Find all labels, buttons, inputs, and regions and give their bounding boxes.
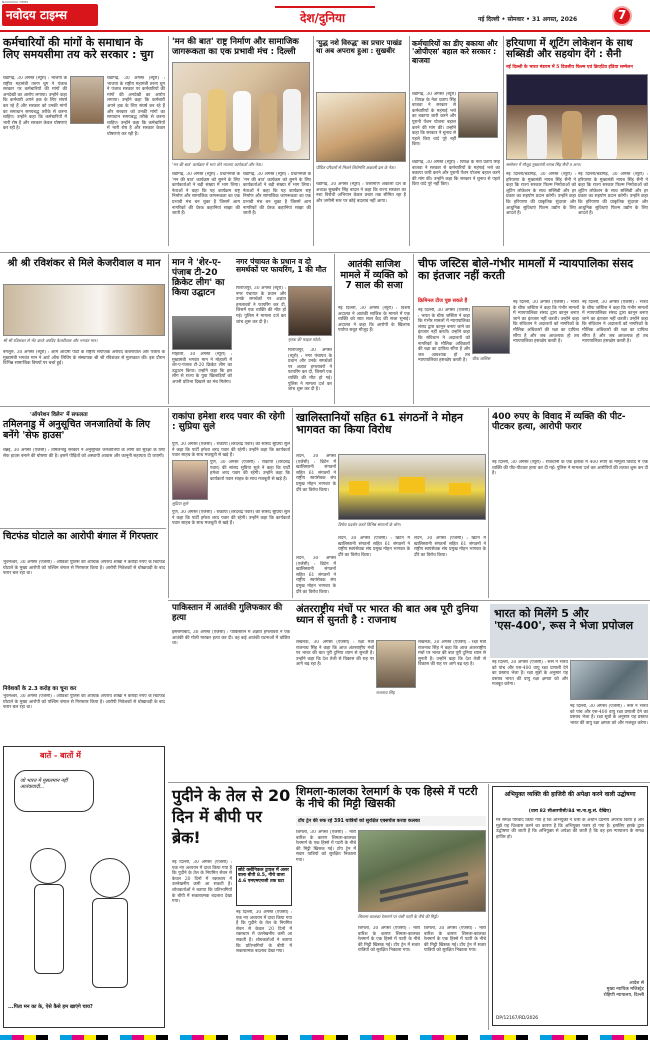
a6-body: बेंगलुरु, 30 अगस्त (ब्यूरो) : आम आदमी पार्टी के राष्ट्रीय संयोजक अरविंद केजरीवाल और पंजाब के मुख्यमंत्री भगवंत मान ने आर्ट ऑफ लिविंग के संस्थापक श्री श्री रविशंकर से मुलाकात की। इस दौरान विभिन्न सामाजिक विषयों पर चर्चा हुई। bbox=[3, 350, 165, 367]
a5-body-col2: नई दिल्ली/चंडीगढ़, 30 अगस्त (ब्यूरो) : हरियाणा के मुख्यमंत्री नायब सिंह सैनी ने कहा कि राज्य सरकार फिल्म निर्माताओं को शूटिंग लोकेशन के साथ सब्सिडी और हर प्रकार का सहयोग प्रदान करेगी। उन्होंने कहा कि हरियाणा की प्राकृतिक सुंदरता और आधुनिक सुविधाएं फिल्म उद्योग के लिए आदर्श हैं। bbox=[578, 172, 648, 217]
a5-subhead: नई दिल्ली के भारत मंडपम में 5 दिवसीय फिल्म एवं क्रिएटिव इंडिया सम्मेलन bbox=[506, 65, 633, 70]
a3-body: चंडीगढ़, 30 अगस्त (ब्यूरो) : शिरोमणि अकाली दल के अध्यक्ष सुखबीर सिंह बादल ने कहा कि राज्य सरकार का नशा विरोधी अभियान केवल प्रचार तक सीमित रहा है और जमीनी स्तर पर कोई बदलाव नहीं आया। bbox=[316, 182, 406, 204]
a13-headline: राकांपा हमेशा शरद पवार की रहेगी : सुप्रिया सुले bbox=[172, 412, 285, 433]
a19-headline: अंतरराष्ट्रीय मंचों पर भारत की बात अब पूरी दुनिया ध्यान से सुनती है : राजनाथ bbox=[296, 604, 479, 627]
section-title: देश/दुनिया bbox=[300, 11, 346, 25]
a21-body: नई दिल्ली, 30 अगस्त (एजेंसी) : एक नए अध्ययन में दावा किया गया है कि पुदीने के तेल के नियमित सेवन से केवल 20 दिनों में रक्तचाप में उल्लेखनीय कमी आ सकती है। शोधकर्ताओं ने बताया कि प्रतिभागियों के बीपी में सकारात्मक बदलाव देखा गया। bbox=[172, 860, 232, 905]
divider bbox=[168, 408, 169, 598]
a5-headline: हरियाणा में शूटिंग लोकेशन के साथ सब्सिडी और सहयोग देंगे : सैनी bbox=[506, 38, 633, 61]
a13-caption: सुप्रिया सुले bbox=[172, 501, 189, 506]
divider bbox=[168, 254, 169, 404]
divider bbox=[168, 36, 169, 246]
a1-photo-person bbox=[70, 76, 104, 124]
notice-subtitle: (धारा 82 सीआरपीसी/84 भा.ना.सु.सं. देखिए) bbox=[528, 809, 612, 814]
notice-code: DP/12167/RD/2026 bbox=[496, 1016, 539, 1021]
brand-small: NAVODAYA TIMES bbox=[2, 0, 29, 4]
a16-headline: 400 रुपए के विवाद में व्यक्ति की पीट-पीटकर हत्या, आरोपी फरार bbox=[492, 412, 626, 433]
a10-kicker: क्रिमिनल टीज पूछ सकते हैं bbox=[418, 298, 468, 304]
notice-footer: आदेश से मुख्य न्यायिक मजिस्ट्रेट रोहिणी न्यायालय, दिल्ली bbox=[603, 981, 644, 998]
a2-photo-group bbox=[172, 62, 310, 160]
cartoon-title: बातें - बातों में bbox=[40, 751, 81, 760]
a5-body: नई दिल्ली/चंडीगढ़, 30 अगस्त (ब्यूरो) : हरियाणा के मुख्यमंत्री नायब सिंह सैनी ने कहा कि राज्य सरकार फिल्म निर्माताओं को शूटिंग लोकेशन के साथ सब्सिडी और हर प्रकार का सहयोग प्रदान करेगी। उन्होंने कहा कि हरियाणा की प्राकृतिक सुंदरता और आधुनिक सुविधाएं फिल्म उद्योग के लिए आदर्श हैं। bbox=[506, 172, 576, 217]
divider bbox=[0, 406, 650, 407]
a10-body-col3: नई दिल्ली, 30 अगस्त (एजेंसी) : भारत के चीफ जस्टिस ने कहा कि गंभीर मामलों में न्यायपालिका संसद द्वारा कानून बनाए जाने का इंतजार नहीं करती। उन्होंने कहा कि संविधान ने अदालतों को नागरिकों के मौलिक अधिकारों की रक्षा का दायित्व सौंपा है और जब आवश्यक हो तब न्यायपालिका हस्तक्षेप करती है। bbox=[582, 300, 648, 345]
a14-body: लंदन, 30 अगस्त (एजेंसी) : ब्रिटेन में खालिस्तानी संगठनों सहित 61 संगठनों ने राष्ट्रीय स्वयंसेवक संघ प्रमुख मोहन भागवत के दौरे का विरोध किया। bbox=[296, 454, 336, 493]
a14-body-3: लंदन, 30 अगस्त (एजेंसी) : ब्रिटेन में खालिस्तानी संगठनों सहित 61 संगठनों ने राष्ट्रीय स्वयंसेवक संघ प्रमुख मोहन भागवत के दौरे का विरोध किया। bbox=[414, 536, 486, 558]
a8-body-2: फिरोजपुर, 30 अगस्त (ब्यूरो) : नगर पंचायत के प्रधान और उनके समर्थकों पर अज्ञात हमलावरों ने फायरिंग कर दी, जिसमें एक व्यक्ति की मौत हो गई। पुलिस ने मामला दर्ज कर जांच शुरू कर दी है। bbox=[288, 348, 332, 393]
a21-body-2: नई दिल्ली, 30 अगस्त (एजेंसी) : एक नए अध्ययन में दावा किया गया है कि पुदीने के तेल के नियमित सेवन से केवल 20 दिनों में रक्तचाप में उल्लेखनीय कमी आ सकती है। शोधकर्ताओं ने बताया कि प्रतिभागियों के बीपी में सकारात्मक बदलाव देखा गया। bbox=[236, 910, 292, 955]
a2-headline: 'मन की बात' राष्ट्र निर्माण और सामाजिक जागरूकता का एक प्रभावी मंच : दिल्ली bbox=[172, 37, 299, 57]
a22-headline: शिमला-कालका रेलमार्ग के एक हिस्से में पटरी के नीचे की मिट्टी खिसकी bbox=[296, 785, 478, 811]
registration-color-bar bbox=[0, 1032, 650, 1043]
divider bbox=[334, 254, 335, 404]
a13-body: पुणे, 30 अगस्त (एजेंसी) : राकांपा (शरदचंद्र पवार) की सांसद सुप्रिया सुले ने कहा कि पार्टी हमेशा शरद पवार की रहेगी। उन्होंने कहा कि कार्यकर्ता पवार साहब के साथ मजबूती से खड़े हैं। bbox=[172, 442, 290, 458]
divider bbox=[413, 254, 414, 404]
a13-photo-supriya bbox=[172, 460, 208, 500]
divider bbox=[488, 408, 489, 598]
a9-body: नई दिल्ली, 30 अगस्त (ब्यूरो) : विशेष अदालत ने आतंकी साजिश के मामले में एक व्यक्ति को सात साल कैद की सजा सुनाई। अदालत ने कहा कि आरोपी के खिलाफ पर्याप्त सबूत मौजूद हैं। bbox=[338, 306, 410, 334]
a11-body: चेन्नई, 30 अगस्त (एजेंसी) : तमिलनाडु सरकार ने अनुसूचित जनजातियों के लोगों की सुरक्षा के लिए सेफ हाउस बनाने की घोषणा की है। इसमें पीड़ितों को अस्थायी आवास और कानूनी सहायता दी जाएगी। bbox=[3, 448, 165, 459]
divider bbox=[503, 36, 504, 246]
a11-headline: तमिलनाडु में अनुसूचित जनजातियों के लिए बनेंगे 'सेफ हाउस' bbox=[3, 419, 151, 441]
a20-photo-s400 bbox=[570, 660, 648, 700]
a22-body-2: शिमला, 30 अगस्त (एजेंसी) : भारी बारिश के कारण शिमला-कालका रेलमार्ग के एक हिस्से में पटरी के नीचे की मिट्टी खिसक गई। टॉय ट्रेन में सवार यात्रियों को सुरक्षित निकाला गया। bbox=[358, 926, 420, 954]
a14-caption: विरोध प्रदर्शन करते विभिन्न संगठनों के लोग। bbox=[338, 522, 401, 527]
a8-caption: मृतक की फाइल फोटो। bbox=[288, 337, 322, 342]
page-number: 7 bbox=[618, 8, 627, 22]
a2-caption: 'मन की बात' कार्यक्रम में भाग लेते भाजपा कार्यकर्ता और नेता। bbox=[172, 162, 263, 167]
a14-photo-protest bbox=[338, 454, 486, 520]
a8-photo-person bbox=[288, 286, 332, 336]
a6-headline: श्री श्री रविशंकर से मिले केजरीवाल व मान bbox=[7, 258, 161, 269]
a8-body: फिरोजपुर, 30 अगस्त (ब्यूरो) : नगर पंचायत के प्रधान और उनके समर्थकों पर अज्ञात हमलावरों ने फायरिंग कर दी, जिसमें एक व्यक्ति की मौत हो गई। पुलिस ने मामला दर्ज कर जांच शुरू कर दी है। bbox=[236, 286, 286, 325]
a12-body: भुवनेश्वर, 30 अगस्त (एजेंसी) : ओडिशा पुलिस की आर्थिक अपराध शाखा ने करोड़ों रुपए के चिटफंड घोटाले के मुख्य आरोपी को पश्चिम बंगाल से गिरफ्तार किया है। आरोपी निवेशकों से धोखाधड़ी के बाद फरार चल रहा था। bbox=[3, 560, 165, 577]
a14-headline: खालिस्तानियों सहित 61 संगठनों ने मोहन भागवत का किया विरोध bbox=[296, 411, 464, 437]
a8-headline: नगर पंचायत के प्रधान व दो समर्थकों पर फायरिंग, 1 की मौत bbox=[236, 257, 327, 275]
a4-body: चंडीगढ़, 30 अगस्त (ब्यूरो) : विपक्ष के नेता प्रताप सिंह बाजवा ने सरकार से कर्मचारियों के महंगाई भत्ते का बकाया जारी करने और पुरानी पेंशन योजना बहाल करने की मांग की। उन्होंने कहा कि सरकार ने चुनाव से पहले किए वादे पूरे नहीं किए। bbox=[412, 92, 456, 148]
a4-headline: कर्मचारियों का डीए बकाया और 'ओपीएस' बहाल करे सरकार : बाजवा bbox=[412, 39, 498, 65]
a22-photo-rail bbox=[358, 830, 486, 912]
a19-photo-rajnath bbox=[376, 640, 416, 688]
a22-caption: शिमला-कालका रेलमार्ग पर धंसी पटरी के नीचे की मिट्टी। bbox=[358, 914, 439, 919]
a5-photo-event bbox=[506, 74, 648, 160]
divider bbox=[168, 782, 650, 783]
divider bbox=[409, 36, 410, 246]
a20-body: नई दिल्ली, 30 अगस्त (एजेंसी) : रूस ने भारत को पांच और एस-400 वायु रक्षा प्रणाली देने का प्रस्ताव भेजा है। रक्षा सूत्रों के अनुसार यह प्रस्ताव भारत की वायु रक्षा क्षमता को और मजबूत करेगा। bbox=[492, 660, 568, 688]
a11-kicker: 'ऑपरेशन विलेन' में सफलता bbox=[30, 412, 88, 418]
a5-caption: सम्मेलन में मौजूद मुख्यमंत्री नायब सिंह सैनी व अन्य। bbox=[506, 162, 581, 167]
a17-headline: पाकिस्तान में आतंकी गुलिफकार की हत्या bbox=[172, 603, 283, 623]
divider bbox=[488, 784, 489, 1030]
notice-title: अभियुक्त व्यक्ति की हाजिरी की अपेक्षा करने वाली उद्घोषणा bbox=[504, 791, 636, 798]
cartoon-bubble bbox=[14, 770, 94, 812]
a1-headline: कर्मचारियों की मांगों के समाधान के लिए समयसीमा तय करे सरकार : चुग bbox=[3, 36, 154, 62]
a13-body-3: पुणे, 30 अगस्त (एजेंसी) : राकांपा (शरदचंद्र पवार) की सांसद सुप्रिया सुले ने कहा कि पार्टी हमेशा शरद पवार की रहेगी। उन्होंने कहा कि कार्यकर्ता पवार साहब के साथ मजबूती से खड़े हैं। bbox=[172, 510, 290, 527]
divider bbox=[168, 600, 650, 601]
a13-body-2: पुणे, 30 अगस्त (एजेंसी) : राकांपा (शरदचंद्र पवार) की सांसद सुप्रिया सुले ने कहा कि पार्टी हमेशा शरद पवार की रहेगी। उन्होंने कहा कि कार्यकर्ता पवार साहब के साथ मजबूती से खड़े हैं। bbox=[210, 460, 290, 482]
a19-caption: राजनाथ सिंह bbox=[376, 690, 395, 695]
a2-body: चंडीगढ़, 30 अगस्त (ब्यूरो) : प्रधानमंत्री के 'मन की बात' कार्यक्रम को सुनने के लिए कार्यकर्ताओं ने बड़ी संख्या में भाग लिया। नेताओं ने कहा कि यह कार्यक्रम राष्ट्र निर्माण और सामाजिक जागरूकता का एक प्रभावी मंच बन चुका है जिसमें आम नागरिकों की प्रेरक कहानियां साझा की जाती हैं। bbox=[172, 172, 240, 217]
a6-photo bbox=[3, 284, 165, 336]
a12-subhead: निवेशकों के 2.3 करोड़ का चूना कर bbox=[3, 686, 77, 692]
a22-body: शिमला, 30 अगस्त (एजेंसी) : भारी बारिश के कारण शिमला-कालका रेलमार्ग के एक हिस्से में पटरी के नीचे की मिट्टी खिसक गई। टॉय ट्रेन में सवार यात्रियों को सुरक्षित निकाला गया। bbox=[296, 830, 356, 863]
a7-body: मोहाली, 30 अगस्त (ब्यूरो) : मुख्यमंत्री भगवंत मान ने मोहाली में शेर-ए-पंजाब टी-20 क्रिकेट लीग का उद्घाटन किया। उन्होंने कहा कि इस लीग से राज्य के युवा खिलाड़ियों को अपनी प्रतिभा दिखाने का मंच मिलेगा। bbox=[172, 352, 232, 385]
a10-headline: चीफ जस्टिस बोले-गंभीर मामलों में न्यायपालिका संसद का इंतजार नहीं करती bbox=[418, 257, 634, 283]
a10-photo-cji bbox=[472, 306, 510, 354]
cartoon-caption: ...पिता मन का के, ऐसे कैसे हम खाएंगे चाय? bbox=[8, 1004, 93, 1010]
a19-body-2: लखनऊ, 30 अगस्त (एजेंसी) : रक्षा मंत्री राजनाथ सिंह ने कहा कि आज अंतरराष्ट्रीय मंचों पर भारत की बात पूरी दुनिया ध्यान से सुनती है। उन्होंने कहा कि देश तेजी से विकास की राह पर आगे बढ़ रहा है। bbox=[418, 640, 486, 668]
a17-body: इस्लामाबाद, 30 अगस्त (एजेंसी) : पाकिस्तान में अज्ञात हमलावरों ने एक आतंकी की गोली मारकर हत्या कर दी। वह कई आतंकी घटनाओं में वांछित था। bbox=[172, 630, 290, 647]
divider bbox=[0, 252, 650, 253]
a3-photo bbox=[316, 92, 406, 162]
divider bbox=[292, 408, 293, 598]
a2-body-col2: चंडीगढ़, 30 अगस्त (ब्यूरो) : प्रधानमंत्री के 'मन की बात' कार्यक्रम को सुनने के लिए कार्यकर्ताओं ने बड़ी संख्या में भाग लिया। नेताओं ने कहा कि यह कार्यक्रम राष्ट्र निर्माण और सामाजिक जागरूकता का एक प्रभावी मंच बन चुका है जिसमें आम नागरिकों की प्रेरक कहानियां साझा की जाती हैं। bbox=[243, 172, 311, 217]
cartoon-drawing bbox=[20, 818, 150, 998]
a10-body-col2: नई दिल्ली, 30 अगस्त (एजेंसी) : भारत के चीफ जस्टिस ने कहा कि गंभीर मामलों में न्यायपालिका संसद द्वारा कानून बनाए जाने का इंतजार नहीं करती। उन्होंने कहा कि संविधान ने अदालतों को नागरिकों के मौलिक अधिकारों की रक्षा का दायित्व सौंपा है और जब आवश्यक हो तब न्यायपालिका हस्तक्षेप करती है। bbox=[513, 300, 579, 345]
cartoon-bubble-text: जो भारत में मुसलमान नहीं आतंकवादी... bbox=[20, 778, 68, 790]
a21-headline: पुदीने के तेल से 20 दिन में बीपी पर ब्रेक! bbox=[172, 786, 291, 847]
a6-caption: श्री श्री रविशंकर से भेंट करते अरविंद केजरीवाल और भगवंत मान। bbox=[3, 338, 98, 343]
a20-body-2: नई दिल्ली, 30 अगस्त (एजेंसी) : रूस ने भारत को पांच और एस-400 वायु रक्षा प्रणाली देने का प्रस्ताव भेजा है। रक्षा सूत्रों के अनुसार यह प्रस्ताव भारत की वायु रक्षा क्षमता को और मजबूत करेगा। bbox=[570, 704, 648, 726]
a3-headline: 'युद्ध नशे विरुद्ध' का प्रचार पाखंड था अब अपराध हुआ : सुखबीर bbox=[316, 39, 402, 55]
a4-body-2: चंडीगढ़, 30 अगस्त (ब्यूरो) : विपक्ष के नेता प्रताप सिंह बाजवा ने सरकार से कर्मचारियों के महंगाई भत्ते का बकाया जारी करने और पुरानी पेंशन योजना बहाल करने की मांग की। उन्होंने कहा कि सरकार ने चुनाव से पहले किए वादे पूरे नहीं किए। bbox=[412, 160, 500, 188]
a14-body-2: लंदन, 30 अगस्त (एजेंसी) : ब्रिटेन में खालिस्तानी संगठनों सहित 61 संगठनों ने राष्ट्रीय स्वयंसेवक संघ प्रमुख मोहन भागवत के दौरे का विरोध किया। bbox=[338, 536, 410, 558]
a7-headline: मान ने 'शेर-ए-पंजाब टी-20 क्रिकेट लीग' का किया उद्घाटन bbox=[172, 258, 225, 299]
a12-headline: चिटफंड घोटाले का आरोपी बंगाल में गिरफ्तार bbox=[3, 531, 158, 542]
a12-body-2: भुवनेश्वर, 30 अगस्त (एजेंसी) : ओडिशा पुलिस की आर्थिक अपराध शाखा ने करोड़ों रुपए के चिटफंड घोटाले के मुख्य आरोपी को पश्चिम बंगाल से गिरफ्तार किया है। आरोपी निवेशकों से धोखाधड़ी के बाद फरार चल रहा था। bbox=[3, 694, 165, 711]
masthead bbox=[0, 0, 650, 32]
divider bbox=[313, 36, 314, 246]
a14-body-4: लंदन, 30 अगस्त (एजेंसी) : ब्रिटेन में खालिस्तानी संगठनों सहित 61 संगठनों ने राष्ट्रीय स्वयंसेवक संघ प्रमुख मोहन भागवत के दौरे का विरोध किया। bbox=[296, 556, 336, 595]
notice-body: मेरे समक्ष परिवाद किया गया है कि अभियुक्त ने धारा के अधीन दंडनीय अपराध किया है और मुझे यह विश्वास करने का कारण है कि अभियुक्त फरार हो गया है। इसलिए इसके द्वारा उद्घोषणा की जाती है कि अभियुक्त से अपेक्षा की जाती है कि वह इस न्यायालय के समक्ष हाजिर हो। bbox=[496, 818, 644, 840]
a10-body: नई दिल्ली, 30 अगस्त (एजेंसी) : भारत के चीफ जस्टिस ने कहा कि गंभीर मामलों में न्यायपालिका संसद द्वारा कानून बनाए जाने का इंतजार नहीं करती। उन्होंने कहा कि संविधान ने अदालतों को नागरिकों के मौलिक अधिकारों की रक्षा का दायित्व सौंपा है और जब आवश्यक हो तब न्यायपालिका हस्तक्षेप करती है। bbox=[418, 308, 470, 364]
a16-body: नई दिल्ली, 30 अगस्त (ब्यूरो) : राजधानी के एक इलाके में 400 रुपए के मामूली विवाद में एक व्यक्ति की पीट-पीटकर हत्या कर दी गई। पुलिस ने मामला दर्ज कर आरोपियों की तलाश शुरू कर दी है। bbox=[492, 460, 648, 477]
a19-body: लखनऊ, 30 अगस्त (एजेंसी) : रक्षा मंत्री राजनाथ सिंह ने कहा कि आज अंतरराष्ट्रीय मंचों पर भारत की बात पूरी दुनिया ध्यान से सुनती है। उन्होंने कहा कि देश तेजी से विकास की राह पर आगे बढ़ रहा है। bbox=[296, 640, 374, 668]
dateline: नई दिल्ली • सोमवार • 31 अगस्त, 2026 bbox=[478, 16, 578, 23]
a9-headline: आतंकी साजिश मामले में व्यक्ति को 7 साल की सजा bbox=[340, 259, 408, 292]
a7-photo bbox=[172, 316, 232, 350]
a4-photo-person bbox=[458, 92, 498, 138]
a1-body: चंडीगढ़, 30 अगस्त (ब्यूरो) : भाजपा के राष्ट्रीय महामंत्री तरुण चुग ने पंजाब सरकार पर कर्मचारियों की मांगों की अनदेखी का आरोप लगाया। उन्होंने कहा कि कर्मचारी अपने हक के लिए संघर्ष कर रहे हैं और सरकार को उनकी मांगों का समाधान समयबद्ध तरीके से करना चाहिए। उन्होंने कहा कि कर्मचारियों में भारी रोष है और सरकार केवल घोषणाएं कर रही है। bbox=[3, 76, 67, 132]
a10-caption: चीफ जस्टिस bbox=[472, 356, 491, 361]
a21-kicker: छोटे क्लीनिकल ट्रायल में असर वाला बीपी 8.5, नीचे वाला 4.6 एमएमएचजी तक घटा bbox=[238, 868, 289, 884]
a3-caption: पीडित परिवारों से मिलते शिरोमणि अकाली दल के नेता। bbox=[316, 165, 396, 170]
a22-subhead: टॉय ट्रेन की रुक रहे 391 यात्रियों को सुरक्षित एक्सचेंज करवा कलका bbox=[298, 819, 420, 824]
a22-body-3: शिमला, 30 अगस्त (एजेंसी) : भारी बारिश के कारण शिमला-कालका रेलमार्ग के एक हिस्से में पटरी के नीचे की मिट्टी खिसक गई। टॉय ट्रेन में सवार यात्रियों को सुरक्षित निकाला गया। bbox=[424, 926, 486, 954]
divider bbox=[0, 528, 166, 529]
a1-body-col2: चंडीगढ़, 30 अगस्त (ब्यूरो) : भाजपा के राष्ट्रीय महामंत्री तरुण चुग ने पंजाब सरकार पर कर्मचारियों की मांगों की अनदेखी का आरोप लगाया। उन्होंने कहा कि कर्मचारी अपने हक के लिए संघर्ष कर रहे हैं और सरकार को उनकी मांगों का समाधान समयबद्ध तरीके से करना चाहिए। उन्होंने कहा कि कर्मचारियों में भारी रोष है और सरकार केवल घोषणाएं कर रही है। bbox=[107, 76, 165, 137]
a20-headline: भारत को मिलेंगे 5 और 'एस-400', रूस ने भेजा प्रपोजल bbox=[494, 607, 634, 633]
brand-name: नवोदय टाइम्स bbox=[6, 8, 68, 22]
